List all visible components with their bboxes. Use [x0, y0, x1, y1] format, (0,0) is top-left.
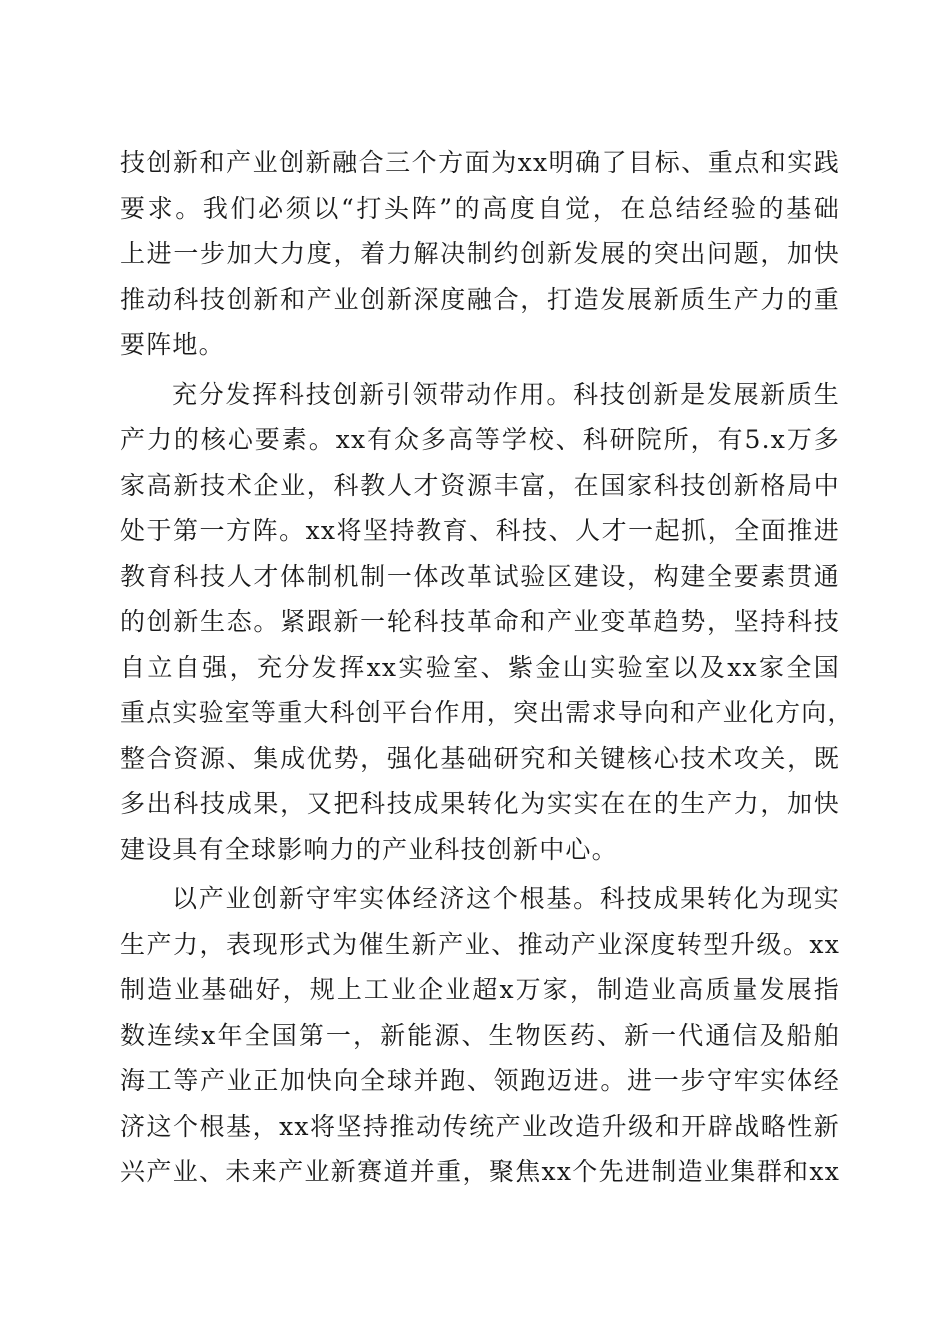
- text-line: 上进一步加大力度，着力解决制约创新发展的突出问题，加快: [120, 239, 840, 268]
- text-line: 充分发挥科技创新引领带动作用。科技创新是发展新质生: [172, 379, 840, 409]
- text-line: 家高新技术企业，科教人才资源丰富，在国家科技创新格局中: [120, 470, 840, 500]
- text-line: 海工等产业正加快向全球并跑、领跑迈进。进一步守牢实体经: [120, 1066, 840, 1095]
- text-line: 要求。我们必须以“打头阵”的高度自觉，在总结经验的基础: [120, 193, 840, 223]
- text-line: 重点实验室等重大科创平台作用，突出需求导向和产业化方向，: [120, 698, 854, 727]
- text-line: 生产力，表现形式为催生新产业、推动产业深度转型升级。xx: [120, 929, 840, 959]
- text-line: 兴产业、未来产业新赛道并重，聚焦xx个先进制造业集群和xx: [120, 1157, 840, 1186]
- text-line: 自立自强，充分发挥xx实验室、紫金山实验室以及xx家全国: [120, 652, 840, 682]
- text-line: 多出科技成果，又把科技成果转化为实实在在的生产力，加快: [120, 789, 840, 818]
- paragraph-1: [120, 140, 840, 368]
- body-text: [120, 140, 854, 1195]
- text-line: 处于第一方阵。xx将坚持教育、科技、人才一起抓，全面推进: [120, 516, 840, 545]
- text-line: 产力的核心要素。xx有众多高等学校、科研院所，有5.x万多: [120, 425, 840, 454]
- paragraph-2: [120, 372, 854, 873]
- paragraph-3: [120, 876, 840, 1195]
- text-line: 教育科技人才体制机制一体改革试验区建设，构建全要素贯通: [120, 561, 840, 591]
- text-line: 推动科技创新和产业创新深度融合，打造发展新质生产力的重: [120, 284, 840, 314]
- text-line: 技创新和产业创新融合三个方面为xx明确了目标、重点和实践: [120, 148, 840, 177]
- text-line: 建设具有全球影响力的产业科技创新中心。: [120, 834, 618, 864]
- text-line: 整合资源、集成优势，强化基础研究和关键核心技术攻关，既: [120, 743, 840, 773]
- text-line: 数连续x年全国第一，新能源、生物医药、新一代通信及船舶: [120, 1020, 840, 1050]
- text-line: 以产业创新守牢实体经济这个根基。科技成果转化为现实: [172, 884, 840, 913]
- text-line: 的创新生态。紧跟新一轮科技革命和产业变革趋势，坚持科技: [120, 607, 840, 636]
- text-line: 济这个根基，xx将坚持推动传统产业改造升级和开辟战略性新: [120, 1111, 840, 1141]
- text-line: 要阵地。: [120, 330, 225, 359]
- text-line: 制造业基础好，规上工业企业超x万家，制造业高质量发展指: [120, 975, 840, 1004]
